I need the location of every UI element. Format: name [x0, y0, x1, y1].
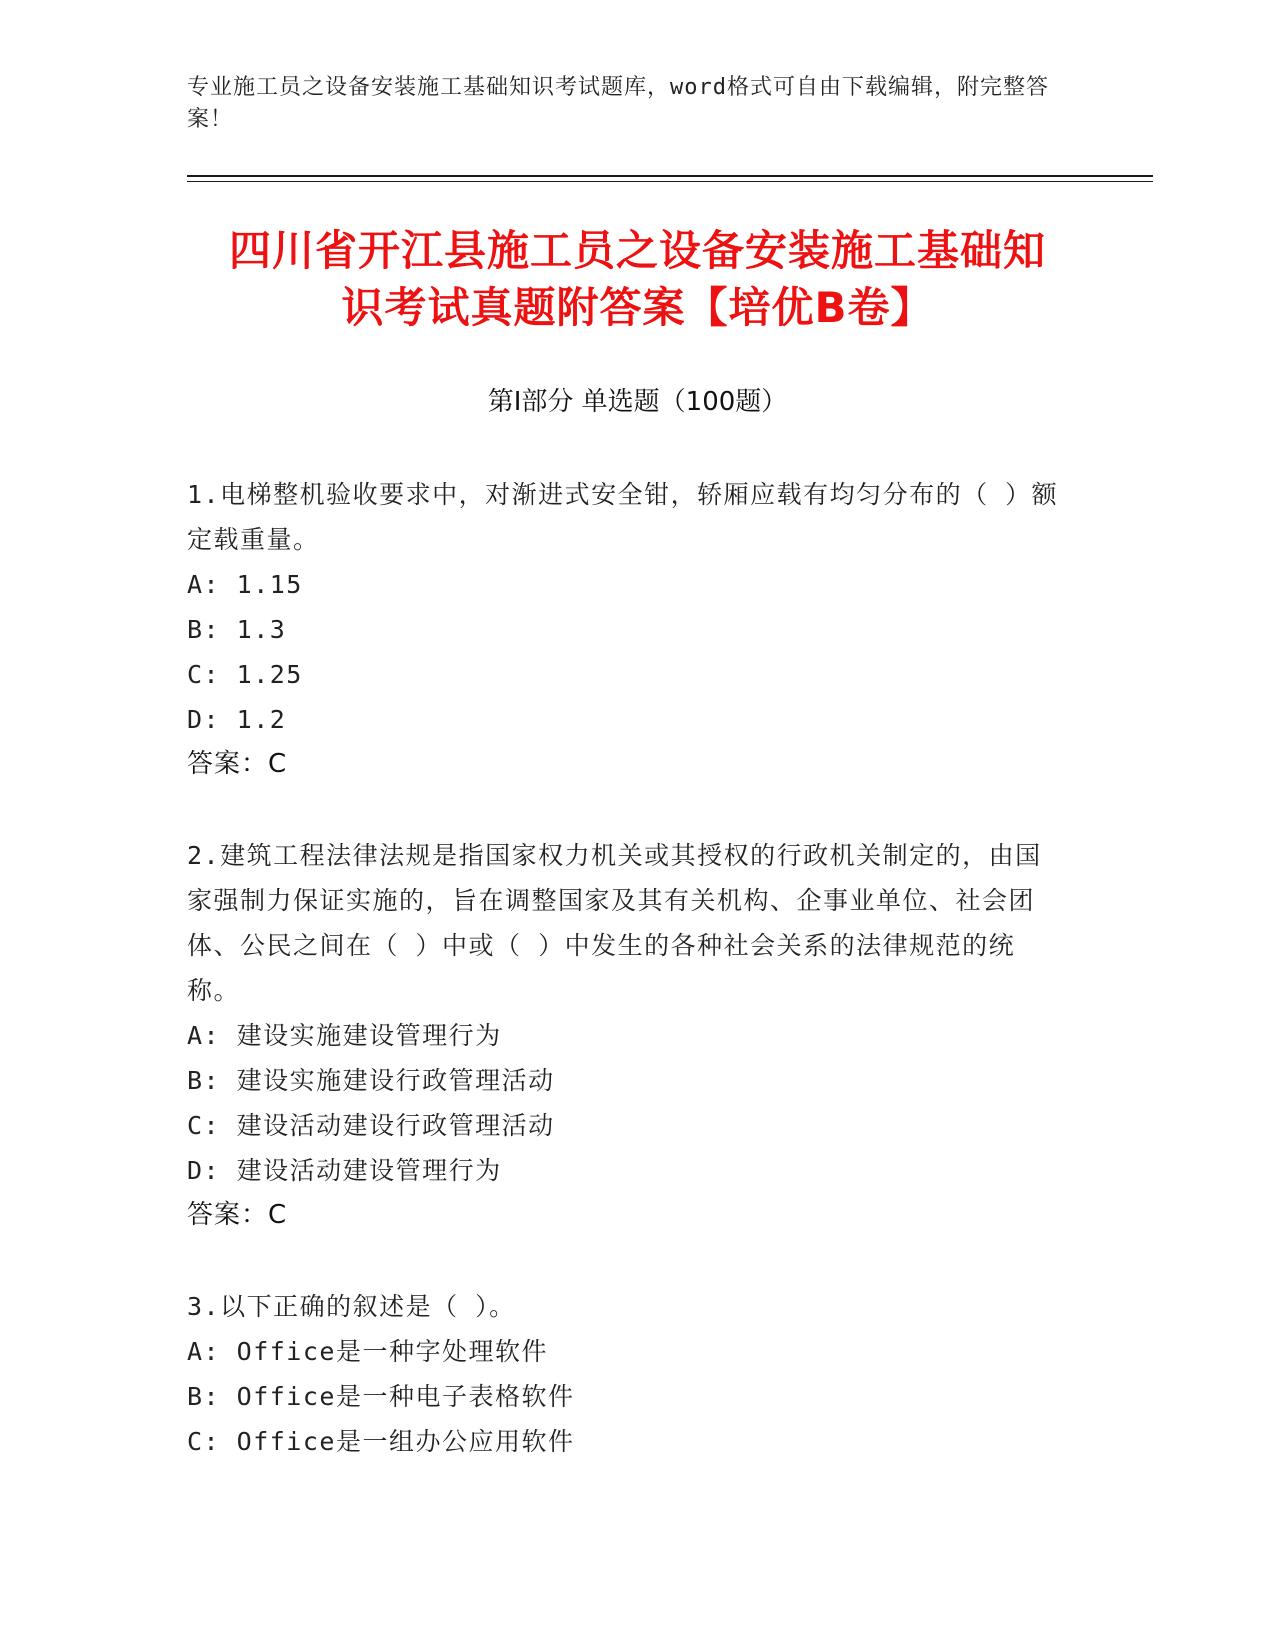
document-title	[150, 222, 1125, 336]
question-stem: 1.电梯整机验收要求中，对渐进式安全钳，轿厢应载有均匀分布的（ ）额定载重量。	[187, 480, 1059, 554]
question-stem: 3.以下正确的叙述是（ ）。	[187, 1292, 516, 1321]
question-1	[187, 472, 1067, 787]
option-a: A: Office是一种字处理软件	[187, 1337, 548, 1366]
header-rule-thick	[187, 175, 1153, 177]
option-d: D: 1.2	[187, 705, 287, 734]
question-list	[187, 472, 1067, 1510]
title-line-2: 识考试真题附答案【培优B卷】	[341, 283, 934, 332]
title-line-1: 四川省开江县施工员之设备安装施工基础知	[228, 226, 1046, 275]
header-rule-thin	[187, 181, 1153, 182]
option-d: D: 建设活动建设管理行为	[187, 1156, 502, 1185]
option-b: B: 1.3	[187, 615, 287, 644]
answer-line: 答案：C	[187, 1200, 288, 1230]
option-c: C: 1.25	[187, 660, 303, 689]
answer-line: 答案：C	[187, 749, 288, 779]
header-note: 专业施工员之设备安装施工基础知识考试题库，word格式可自由下载编辑，附完整答案！	[187, 75, 1049, 132]
option-c: C: 建设活动建设行政管理活动	[187, 1111, 555, 1140]
option-a: A: 建设实施建设管理行为	[187, 1021, 502, 1050]
option-b: B: 建设实施建设行政管理活动	[187, 1066, 555, 1095]
question-2	[187, 833, 1067, 1238]
question-stem: 2.建筑工程法律法规是指国家权力机关或其授权的行政机关制定的，由国家强制力保证实施的，旨在调整国家及其有关机构、企事业单位、社会团体、公民之间在（ ）中或（ ）中发生的各种社会关系的法律规范的统称。	[187, 841, 1042, 1005]
section-heading: 第I部分 单选题（100题）	[487, 387, 788, 417]
option-a: A: 1.15	[187, 570, 303, 599]
option-c: C: Office是一组办公应用软件	[187, 1427, 575, 1456]
question-3	[187, 1284, 1067, 1464]
option-b: B: Office是一种电子表格软件	[187, 1382, 575, 1411]
